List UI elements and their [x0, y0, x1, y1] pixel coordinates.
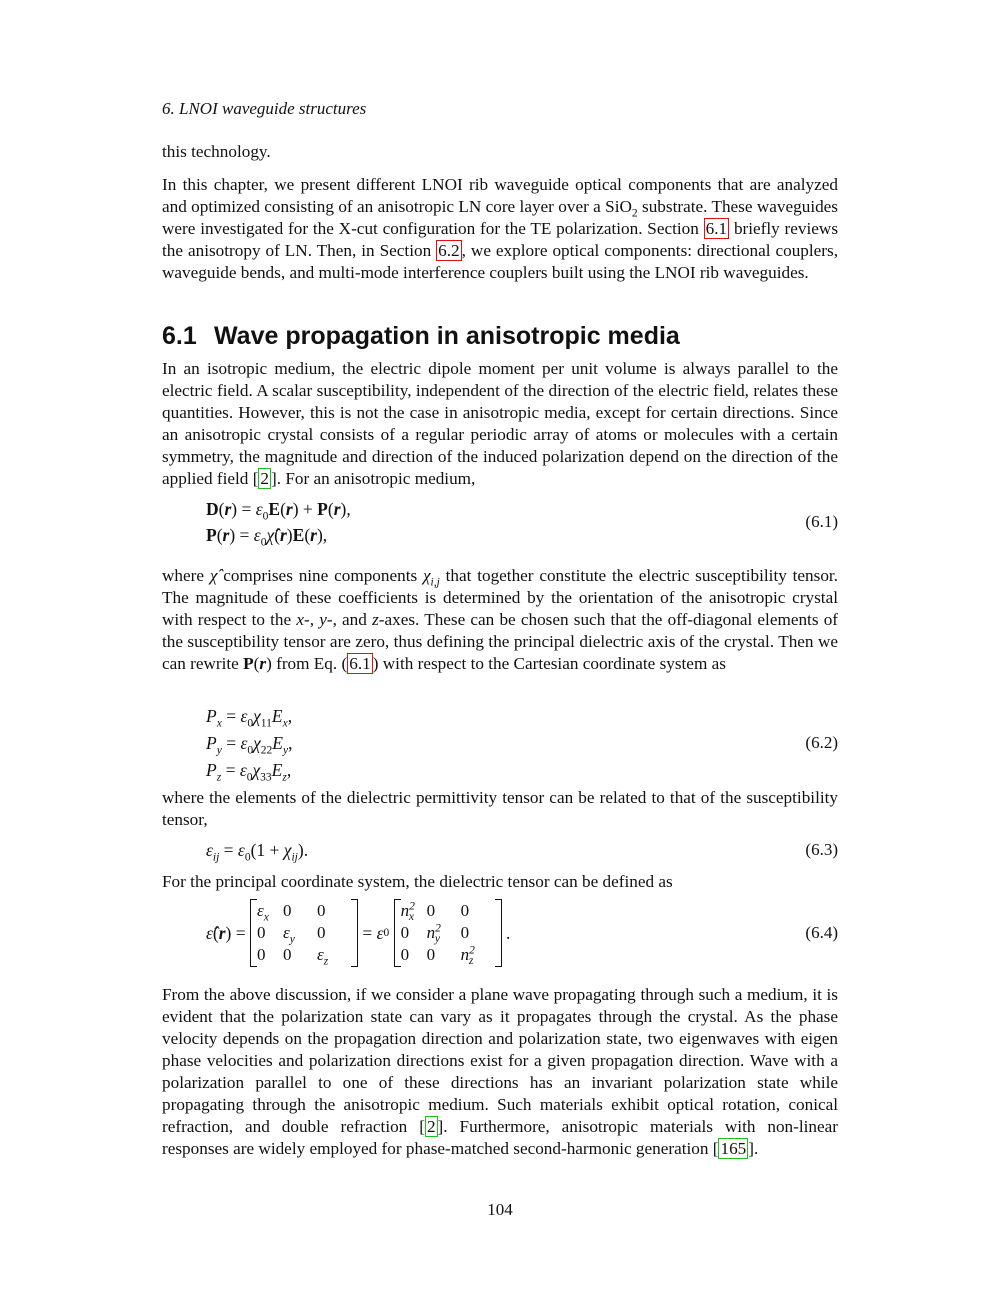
paragraph-continuation: this technology. — [162, 142, 271, 161]
citation-165[interactable]: 165 — [720, 1139, 747, 1158]
epsilon-matrix: $\varepsilon_x$ 0 0 0 $\varepsilon_y$ 0 0 0 $\varepsilon_z$ — [250, 899, 358, 967]
equation-number: (6.3) — [805, 840, 838, 859]
index-matrix: $n^2_x$ 0 0 0 $n^2_y$ 0 0 0 $n^2_z$ — [394, 899, 502, 967]
running-head: 6. LNOI waveguide structures — [162, 99, 367, 118]
equation-6-1 — [162, 497, 838, 549]
citation-2-second[interactable]: 2 — [426, 1117, 436, 1136]
equation-6-1-line-2: $P(r) = \varepsilon_0\chî(r)E(r)$, — [206, 525, 328, 549]
paragraph-anisotropy: In an isotropic medium, the electric dipole moment per unit volume is always parallel to the electric field. A scalar susceptibility, independent of the direction of the electric field, relates these quantities. However, this is not the case in anisotropic media, except for certain directions. Since an anisotropic crystal consists of a regular periodic array of atoms or molecules with a certain symmetry, the magnitude and direction of the induced polarization depend on the direction of the applied field [ 2 ]. For an anisotropic medium, — [162, 359, 838, 488]
equation-6-3 — [162, 840, 838, 864]
paragraph-susceptibility: where χ̂ comprises nine components $\chi_{i,j}$ that together constitute the electric susceptibility tensor. The magnitude of these coefficients is determined by the orientation of the anisotropic crystal with respect to the x-, y-, and z-axes. These can be chosen such that the off-diagonal elements of the susceptibility tensor are zero, thus defining the principal dielectric axis of the crystal. Then we can rewrite P(r) from Eq. ( 6.1 ) with respect to the Cartesian coordinate system as — [162, 566, 839, 673]
paragraph-permittivity: where the elements of the dielectric permittivity tensor can be related to that of the susceptibility tensor, — [162, 788, 838, 829]
equation-6-2-line-1: $P_x = \varepsilon_0\chi_{11}E_x$, — [206, 706, 293, 730]
section-title: Wave propagation in anisotropic media — [214, 322, 680, 350]
section-ref-6-1[interactable]: 6.1 — [705, 219, 728, 238]
section-heading — [162, 322, 680, 351]
equation-6-2 — [162, 704, 838, 782]
section-ref-6-2[interactable]: 6.2 — [438, 241, 460, 260]
equation-6-3-line: $\varepsilon_{ij} = \varepsilon_0(1 + \chi_{ij})$. — [206, 840, 309, 864]
citation-2[interactable]: 2 — [260, 469, 270, 488]
equation-ref-6-1[interactable]: 6.1 — [349, 654, 371, 673]
paragraph-principal: For the principal coordinate system, the dielectric tensor can be defined as — [162, 872, 673, 891]
equation-6-4 — [162, 898, 838, 970]
page-number: 104 — [487, 1200, 513, 1219]
equation-6-1-line-1: $D(r) = \varepsilon_0E(r) + P(r)$, — [206, 499, 351, 523]
equation-6-4-body: ε̂ ( r ) = $\varepsilon_x$ 0 0 0 $\varepsilon_y$ 0 0 0 $\varepsilon_z$ = ε 0 $n^2_x$ 0 0 0 $n^2_y$ 0 0 0 $n^2_z$ . — [206, 900, 511, 968]
paragraph-plane-wave: From the above discussion, if we consider a plane wave propagating through such a medium, it is evident that the polarization state can vary as it propagates through the crystal. As the phase velocity depends on the propagation direction and polarization state, two eigenwaves with eigen phase velocities and polarization directions exist for a given propagation direction. Wave with a polarization parallel to one of these directions has an invariant polarization state while propagating through the anisotropic medium. Such materials exhibit optical rotation, conical refraction, and double refraction [ 2 ]. Furthermore, anisotropic materials with non-linear responses are widely employed for phase-matched second-harmonic generation [ 165 ]. — [162, 985, 838, 1158]
equation-6-2-line-3: $P_z = \varepsilon_0\chi_{33}E_z$, — [206, 760, 292, 784]
equation-6-2-line-2: $P_y = \varepsilon_0\chi_{22}E_y$, — [206, 733, 293, 757]
equation-number: (6.2) — [805, 733, 838, 752]
section-number: 6.1 — [162, 322, 197, 350]
equation-number: (6.4) — [805, 923, 838, 942]
equation-number: (6.1) — [805, 512, 838, 531]
paragraph-intro: In this chapter, we present different LNOI rib waveguide optical components that are analyzed and optimized consisting of an anisotropic LN core layer over a SiO$_2$ substrate. These waveguides were investigated for the X-cut configuration for the TE polarization. Section 6.1 briefly reviews the anisotropy of LN. Then, in Section 6.2 , we explore optical components: directional couplers, waveguide bends, and multi-mode interference couplers built using the LNOI rib waveguides. — [162, 175, 839, 282]
